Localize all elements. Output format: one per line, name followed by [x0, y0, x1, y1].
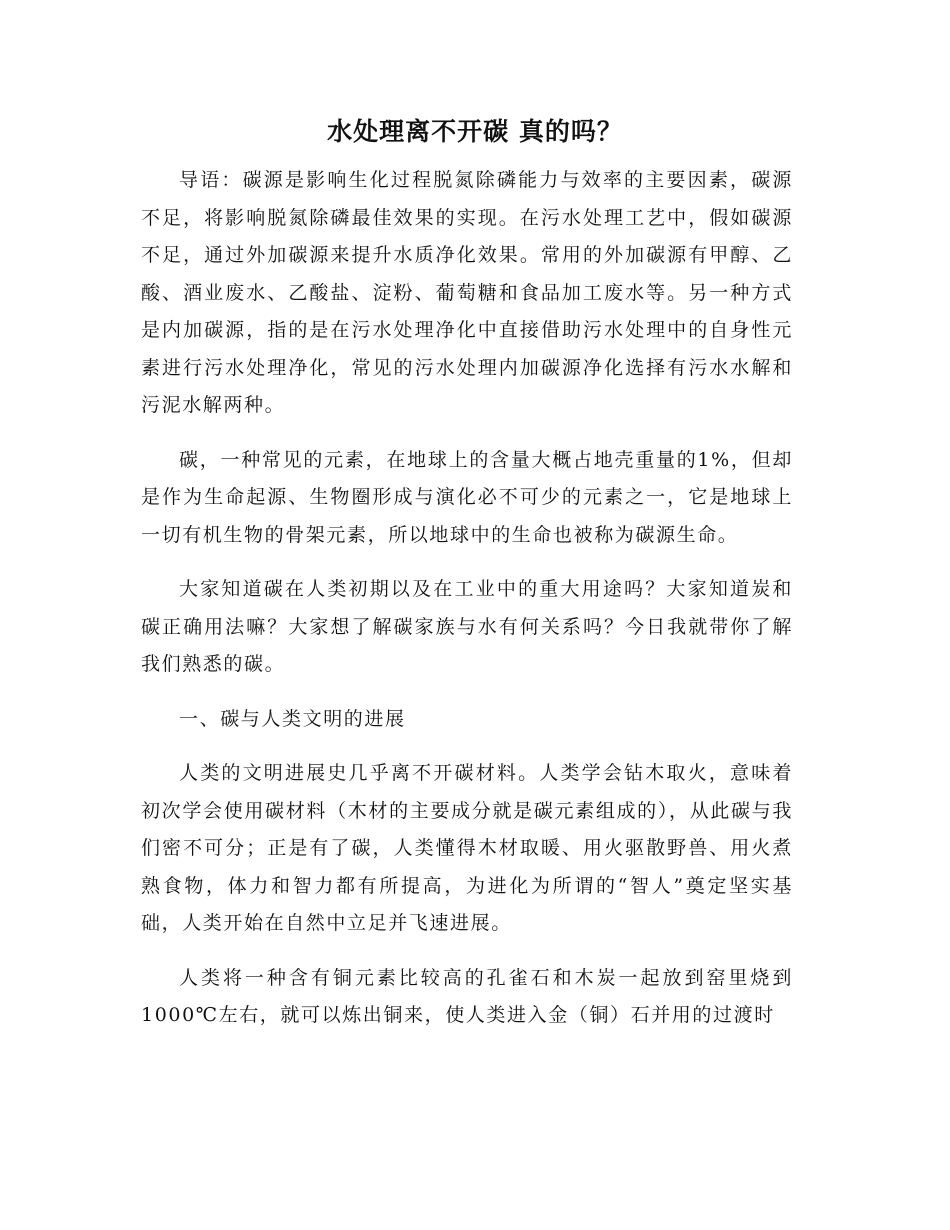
paragraph-questions: 大家知道碳在人类初期以及在工业中的重大用途吗？大家知道炭和碳正确用法嘛？大家想了解碳家族与水有何关系吗？今日我就带你了解我们熟悉的碳。	[141, 578, 793, 675]
paragraph-intro: 导语：碳源是影响生化过程脱氮除磷能力与效率的主要因素，碳源不足，将影响脱氮除磷最佳效果的实现。在污水处理工艺中，假如碳源不足，通过外加碳源来提升水质净化效果。常用的外加碳源有甲醇、乙酸、酒业废水、乙酸盐、淀粉、葡萄糖和食品加工废水等。另一种方式是内加碳源，指的是在污水处理净化中直接借助污水处理中的自身性元素进行污水处理净化，常见的污水处理内加碳源净化选择有污水水解和污泥水解两种。	[141, 169, 793, 416]
paragraph-carbon-element: 碳，一种常见的元素，在地球上的含量大概占地壳重量的1%，但却是作为生命起源、生物圈形成与演化必不可少的元素之一，它是地球上一切有机生物的骨架元素，所以地球中的生命也被称为碳源生命。	[141, 448, 793, 546]
document-body	[141, 162, 793, 1052]
paragraph-civilization-history: 人类的文明进展史几乎离不开碳材料。人类学会钻木取火，意味着初次学会使用碳材料（木材的主要成分就是碳元素组成的），从此碳与我们密不可分；正是有了碳，人类懂得木材取暖、用火驱散野兽、用火煮熟食物，体力和智力都有所提高，为进化为所谓的“智人”奠定坚实基础，人类开始在自然中立足并飞速进展。	[141, 762, 793, 934]
section-heading-carbon-civilization: 一、碳与人类文明的进展	[179, 707, 406, 730]
document-title: 水处理离不开碳 真的吗？	[327, 117, 623, 146]
paragraph-copper-smelting: 人类将一种含有铜元素比较高的孔雀石和木炭一起放到窑里烧到1000℃左右，就可以炼出铜来，使人类进入金（铜）石并用的过渡时	[141, 966, 793, 1026]
